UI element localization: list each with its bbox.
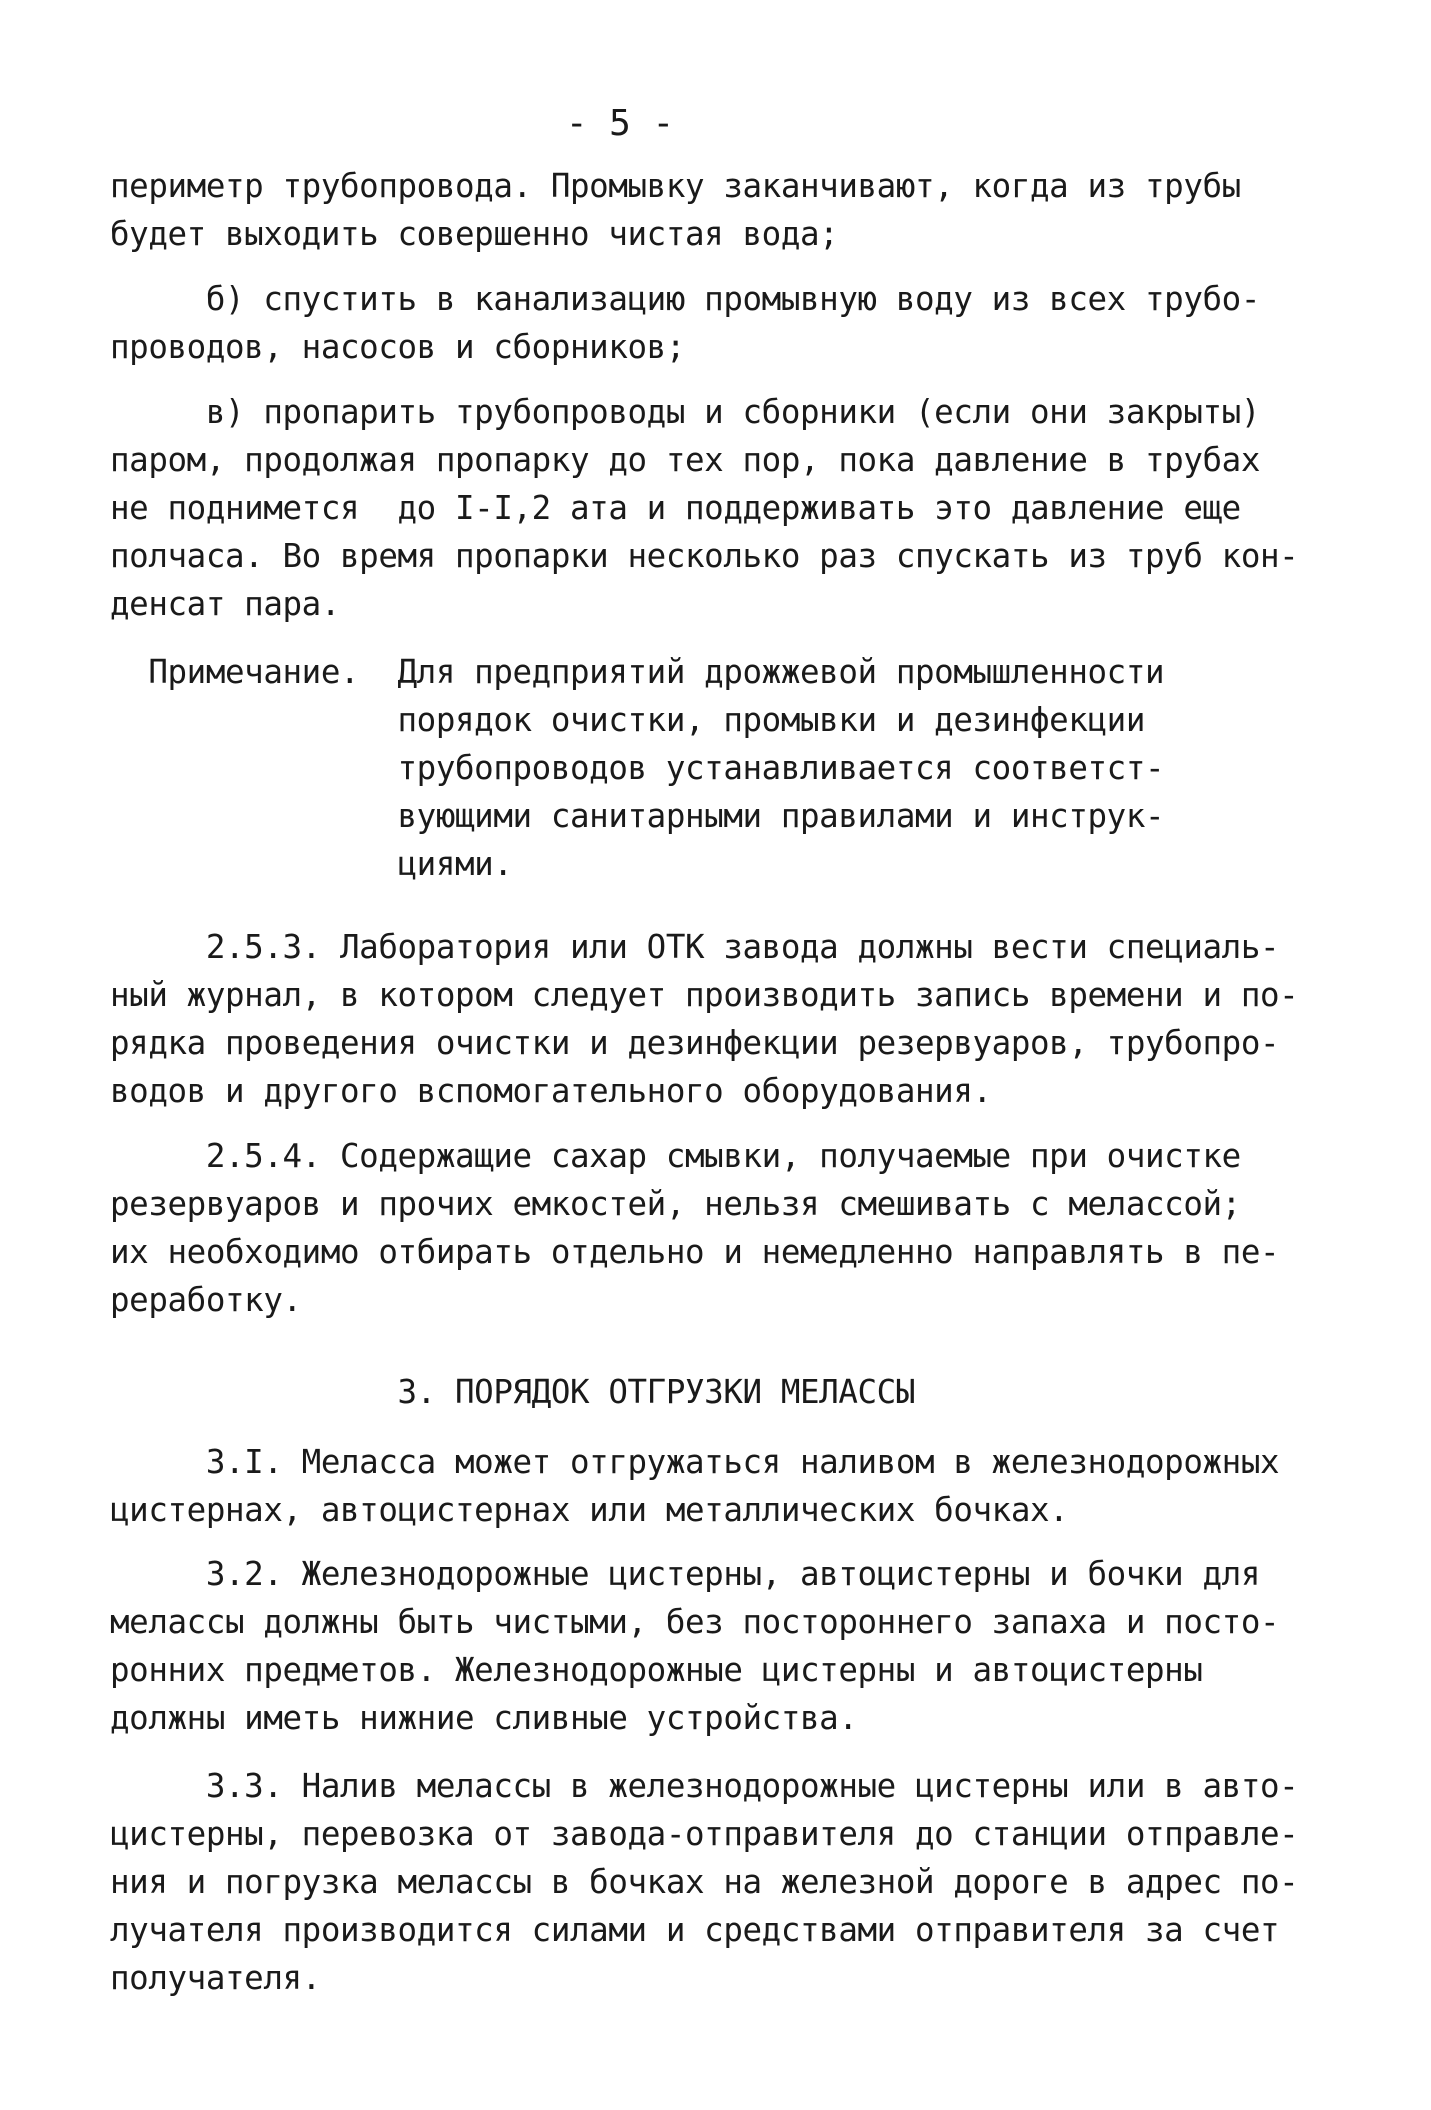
text-line: получателя. <box>110 1959 321 1997</box>
text-line: мелассы должны быть чистыми, без постороннего запаха и посто- <box>110 1603 1280 1641</box>
note-line: порядок очистки, промывки и дезинфекции <box>110 701 1145 739</box>
text-line: б) спустить в канализацию промывную воду из всех трубо- <box>110 280 1260 318</box>
text-line: 2.5.4. Содержащие сахар смывки, получаемые при очистке <box>110 1137 1241 1175</box>
text-line: ронних предметов. Железнодорожные цистерны и автоцистерны <box>110 1651 1203 1689</box>
text-line: периметр трубопровода. Промывку заканчивают, когда из трубы <box>110 167 1241 205</box>
text-line: проводов, насосов и сборников; <box>110 328 685 366</box>
note-line: трубопроводов устанавливается соответст- <box>110 749 1165 787</box>
text-line: 2.5.3. Лаборатория или ОТК завода должны вести специаль- <box>110 928 1280 966</box>
text-line: паром, продолжая пропарку до тех пор, пока давление в трубах <box>110 441 1260 479</box>
text-line: рядка проведения очистки и дезинфекции резервуаров, трубопро- <box>110 1024 1280 1062</box>
text-line: 3.3. Налив мелассы в железнодорожные цистерны или в авто- <box>110 1767 1299 1805</box>
text-line: реработку. <box>110 1281 302 1319</box>
text-line: их необходимо отбирать отдельно и немедленно направлять в пе- <box>110 1233 1280 1271</box>
note-line: циями. <box>110 845 513 883</box>
text-line: полчаса. Во время пропарки несколько раз спускать из труб кон- <box>110 537 1299 575</box>
text-line: не поднимется до I-I,2 ата и поддерживать это давление еще <box>110 489 1241 527</box>
text-line: резервуаров и прочих емкостей, нельзя смешивать с мелассой; <box>110 1185 1241 1223</box>
text-line: будет выходить совершенно чистая вода; <box>110 215 839 253</box>
text-line: цистернах, автоцистернах или металлических бочках. <box>110 1491 1069 1529</box>
text-line: в) пропарить трубопроводы и сборники (если они закрыты) <box>110 393 1260 431</box>
text-line: лучателя производится силами и средствами отправителя за счет <box>110 1911 1280 1949</box>
text-line: должны иметь нижние сливные устройства. <box>110 1699 858 1737</box>
text-line: 3.I. Меласса может отгружаться наливом в железнодорожных <box>110 1443 1280 1481</box>
text-line: водов и другого вспомогательного оборудования. <box>110 1072 992 1110</box>
text-line: денсат пара. <box>110 585 340 623</box>
note-line: Примечание. Для предприятий дрожжевой промышленности <box>110 653 1165 691</box>
text-line: цистерны, перевозка от завода-отправителя до станции отправле- <box>110 1815 1299 1853</box>
note-line: вующими санитарными правилами и инструк- <box>110 797 1165 835</box>
text-line: ния и погрузка мелассы в бочках на железной дороге в адрес по- <box>110 1863 1299 1901</box>
text-line: ный журнал, в котором следует производить запись времени и по- <box>110 976 1299 1014</box>
page-number: - 5 - <box>565 103 675 144</box>
section-heading: 3. ПОРЯДОК ОТГРУЗКИ МЕЛАССЫ <box>110 1373 915 1411</box>
text-line: 3.2. Железнодорожные цистерны, автоцистерны и бочки для <box>110 1555 1260 1593</box>
